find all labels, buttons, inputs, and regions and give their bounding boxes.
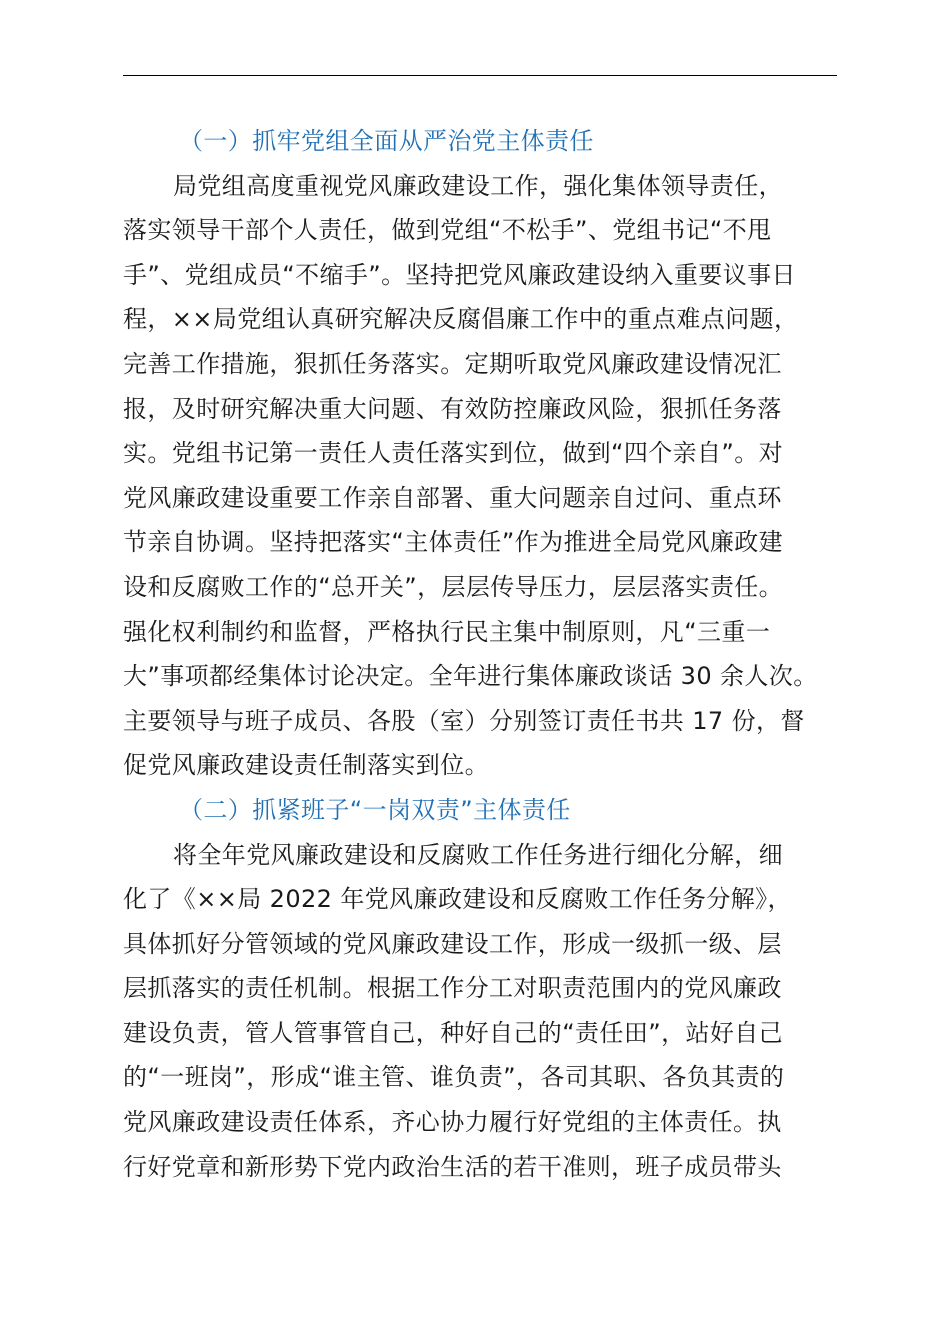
paragraph-line: 具体抓好分管领域的党风廉政建设工作，形成一级抓一级、层 [123, 929, 782, 958]
section-heading: （一）抓牢党组全面从严治党主体责任 [179, 127, 594, 155]
paragraph-line: 促党风廉政建设责任制落实到位。 [123, 751, 489, 780]
paragraph-line: 行好党章和新形势下党内政治生活的若干准则，班子成员带头 [123, 1152, 782, 1181]
paragraph-line: 程，××局党组认真研究解决反腐倡廉工作中的重点难点问题， [123, 305, 799, 334]
paragraph-line: 完善工作措施，狠抓任务落实。定期听取党风廉政建设情况汇 [123, 349, 782, 378]
paragraph-line: 强化权利制约和监督，严格执行民主集中制原则，凡“三重一 [123, 617, 771, 646]
paragraph-line: 层抓落实的责任机制。根据工作分工对职责范围内的党风廉政 [123, 974, 782, 1003]
paragraph-line: 党风廉政建设重要工作亲自部署、重大问题亲自过问、重点环 [123, 483, 782, 512]
paragraph-line: 大”事项都经集体讨论决定。全年进行集体廉政谈话 30 余人次。 [123, 662, 818, 691]
paragraph-line: 设和反腐败工作的“总开关”，层层传导压力，层层落实责任。 [123, 572, 784, 601]
paragraph-line: 建设负责，管人管事管自己，种好自己的“责任田”，站好自己 [123, 1018, 784, 1047]
paragraph-line: 党风廉政建设责任体系，齐心协力履行好党组的主体责任。执 [123, 1108, 782, 1137]
paragraph-line: 手”、党组成员“不缩手”。坚持把党风廉政建设纳入重要议事日 [123, 260, 796, 289]
paragraph-line: 报，及时研究解决重大问题、有效防控廉政风险，狠抓任务落 [123, 394, 782, 423]
section-heading: （二）抓紧班子“一岗双责”主体责任 [179, 795, 571, 824]
paragraph-line: 节亲自协调。坚持把落实“主体责任”作为推进全局党风廉政建 [123, 528, 784, 557]
paragraph-line: 实。党组书记第一责任人责任落实到位，做到“四个亲自”。对 [123, 439, 784, 468]
paragraph-line: 的“一班岗”，形成“谁主管、谁负责”，各司其职、各负其责的 [123, 1063, 785, 1092]
paragraph-line: 化了《××局 2022 年党风廉政建设和反腐败工作任务分解》， [123, 885, 792, 914]
paragraph-line: 将全年党风廉政建设和反腐败工作任务进行细化分解，细 [173, 840, 783, 869]
header-rule [123, 75, 837, 76]
paragraph-line: 局党组高度重视党风廉政建设工作，强化集体领导责任， [173, 171, 783, 200]
document-body [123, 119, 843, 1189]
paragraph-line: 主要领导与班子成员、各股（室）分别签订责任书共 17 份，督 [123, 706, 805, 735]
paragraph-line: 落实领导干部个人责任，做到党组“不松手”、党组书记“不甩 [123, 216, 772, 245]
